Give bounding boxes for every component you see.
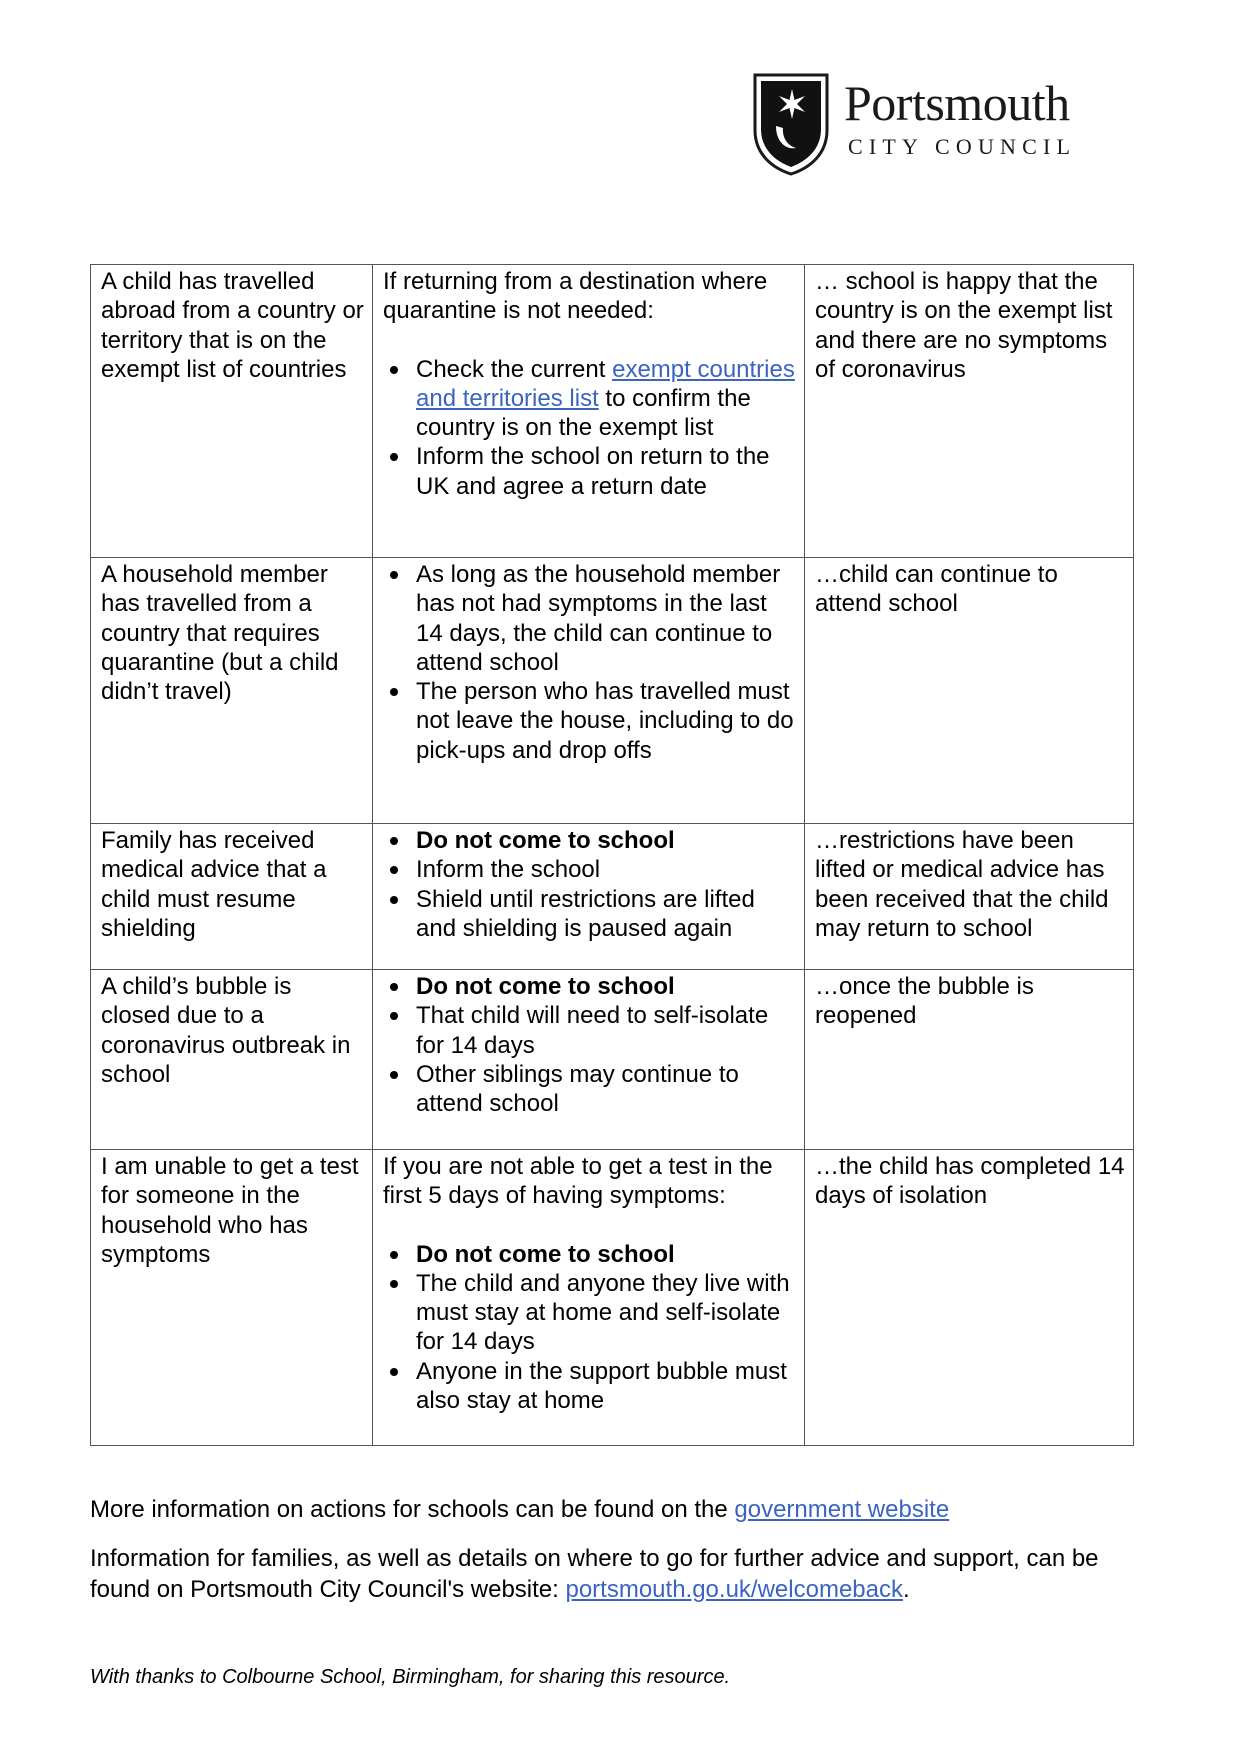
- action-item: Shield until restrictions are lifted and shielding is paused again: [416, 885, 796, 944]
- action-list: [383, 826, 796, 943]
- action-list: [383, 560, 796, 765]
- action-cell: [373, 970, 805, 1150]
- situation-cell: [91, 265, 373, 558]
- action-item: That child will need to self-isolate for 14 days: [416, 1001, 796, 1060]
- action-item: Check the current exempt countries and territories list to confirm the country is on the exempt list: [416, 355, 795, 442]
- situation-text: A child’s bubble is closed due to a coronavirus outbreak in school: [101, 973, 351, 1088]
- government-website-link[interactable]: government website: [734, 1496, 950, 1523]
- return-text: …child can continue to attend school: [815, 561, 1058, 618]
- return-text: …once the bubble is reopened: [815, 973, 1034, 1030]
- situation-text: I am unable to get a test for someone in the household who has symptoms: [101, 1153, 359, 1268]
- action-intro: If you are not able to get a test in the first 5 days of having symptoms:: [383, 1153, 773, 1210]
- action-item: Inform the school on return to the UK and agree a return date: [416, 442, 796, 501]
- action-intro: If returning from a destination where quarantine is not needed:: [383, 268, 768, 325]
- situation-cell: [91, 970, 373, 1150]
- table-row: [91, 824, 1134, 970]
- situation-text: A household member has travelled from a country that requires quarantine (but a child didn’t travel): [101, 561, 339, 706]
- table-row: [91, 265, 1134, 558]
- action-item: Other siblings may continue to attend school: [416, 1060, 796, 1119]
- situation-cell: [91, 1150, 373, 1446]
- table-row: [91, 1150, 1134, 1446]
- action-cell: [373, 824, 805, 970]
- action-item: Anyone in the support bubble must also stay at home: [416, 1357, 796, 1416]
- table-row: [91, 970, 1134, 1150]
- action-item: Do not come to school: [416, 1240, 796, 1269]
- action-list: [383, 1240, 796, 1416]
- council-logo: [752, 72, 1112, 180]
- situation-cell: [91, 558, 373, 824]
- action-cell: [373, 265, 805, 558]
- action-item: The person who has travelled must not leave the house, including to do pick-ups and drop offs: [416, 677, 796, 765]
- return-cell: [805, 558, 1134, 824]
- portsmouth-crest-icon: [752, 72, 830, 176]
- exempt-list-link[interactable]: exempt countries and territories list: [416, 355, 795, 412]
- action-item: Do not come to school: [416, 826, 796, 855]
- acknowledgement-text: With thanks to Colbourne School, Birmingham, for sharing this resource.: [90, 1666, 731, 1688]
- situation-cell: [91, 824, 373, 970]
- guidance-table: [90, 264, 1134, 1446]
- action-item: Do not come to school: [416, 972, 796, 1001]
- return-text: …restrictions have been lifted or medical advice has been received that the child may return to school: [815, 827, 1109, 942]
- action-item: Inform the school: [416, 855, 796, 884]
- action-cell: [373, 558, 805, 824]
- return-cell: [805, 1150, 1134, 1446]
- situation-text: Family has received medical advice that a child must resume shielding: [101, 827, 327, 942]
- action-item: The child and anyone they live with must stay at home and self-isolate for 14 days: [416, 1269, 796, 1357]
- action-cell: [373, 1150, 805, 1446]
- more-info-paragraph: More information on actions for schools can be found on the government website: [90, 1496, 950, 1523]
- welcomeback-link[interactable]: portsmouth.go.uk/welcomeback: [565, 1576, 903, 1603]
- families-info-paragraph: Information for families, as well as details on where to go for further advice and support, can be found on Portsmouth City Council's website: portsmouth.go.uk/welcomeback.: [90, 1545, 1099, 1603]
- return-cell: [805, 824, 1134, 970]
- return-text: … school is happy that the country is on the exempt list and there are no symptoms of coronavirus: [815, 268, 1113, 383]
- situation-text: A child has travelled abroad from a country or territory that is on the exempt list of countries: [101, 268, 364, 383]
- logo-name: Portsmouth: [844, 75, 1070, 131]
- return-cell: [805, 970, 1134, 1150]
- action-item: As long as the household member has not had symptoms in the last 14 days, the child can continue to attend school: [416, 560, 796, 677]
- return-text: …the child has completed 14 days of isolation: [815, 1153, 1125, 1210]
- logo-subtitle: CITY COUNCIL: [848, 134, 1077, 159]
- table-row: [91, 558, 1134, 824]
- action-list: [383, 972, 796, 1118]
- action-list: [383, 355, 796, 501]
- return-cell: [805, 265, 1134, 558]
